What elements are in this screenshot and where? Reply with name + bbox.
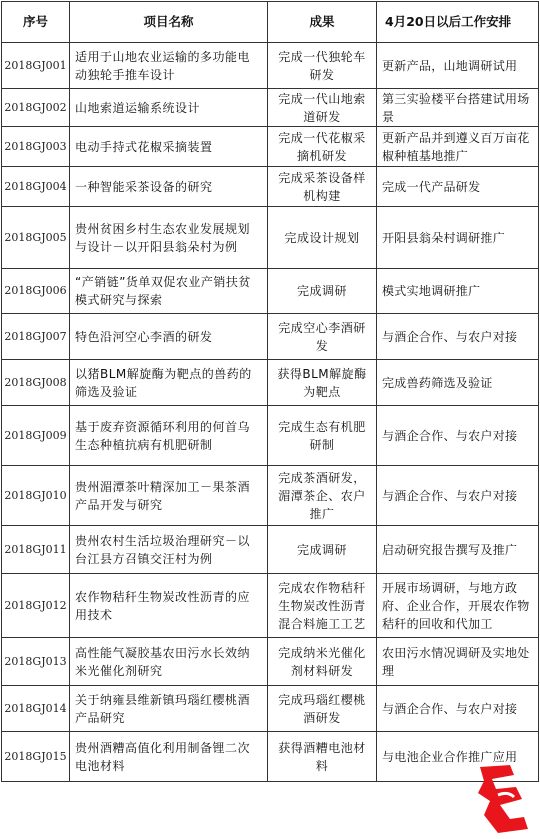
row-code: 2018GJ003 <box>2 127 70 167</box>
red-logo-icon <box>470 759 534 835</box>
table-row <box>2 89 539 127</box>
row-name: 关于纳雍县维新镇玛瑙红樱桃酒产品研究 <box>70 686 268 732</box>
table-row <box>2 269 539 314</box>
row-result: 完成一代山地索道研发 <box>268 89 377 127</box>
row-name: 基于废弃资源循环利用的何首乌生态种植抗病有机肥研制 <box>70 406 268 466</box>
row-plan: 与酒企合作、与农户对接 <box>377 314 539 360</box>
row-code: 2018GJ011 <box>2 526 70 574</box>
row-name: 一种智能采茶设备的研究 <box>70 167 268 207</box>
row-code: 2018GJ009 <box>2 406 70 466</box>
row-result: 完成茶酒研发，湄潭茶企、农户推广 <box>268 466 377 526</box>
row-name: 高性能气凝胶基农田污水长效纳米光催化剂研究 <box>70 638 268 686</box>
row-result: 获得BLM解旋酶为靶点 <box>268 360 377 406</box>
row-code: 2018GJ012 <box>2 574 70 638</box>
row-code: 2018GJ002 <box>2 89 70 127</box>
header-plan: 4月20日以后工作安排 <box>377 2 539 43</box>
row-name: “产销链”货单双促农业产销扶贫模式研究与探索 <box>70 269 268 314</box>
table-row <box>2 360 539 406</box>
table-row <box>2 686 539 732</box>
row-name: 山地索道运输系统设计 <box>70 89 268 127</box>
row-plan: 完成兽药筛选及验证 <box>377 360 539 406</box>
row-result: 完成采茶设备样机构建 <box>268 167 377 207</box>
row-plan: 农田污水情况调研及实地处理 <box>377 638 539 686</box>
row-result: 完成农作物秸秆生物炭改性沥青混合料施工工艺 <box>268 574 377 638</box>
row-name: 贵州酒糟高值化利用制备锂二次电池材料 <box>70 732 268 782</box>
row-name: 农作物秸秆生物炭改性沥青的应用技术 <box>70 574 268 638</box>
row-code: 2018GJ006 <box>2 269 70 314</box>
row-result: 完成调研 <box>268 526 377 574</box>
row-plan: 与电池企业合作推广应用 <box>377 732 539 782</box>
row-result: 完成设计规划 <box>268 207 377 269</box>
row-code: 2018GJ001 <box>2 43 70 89</box>
table-row <box>2 466 539 526</box>
table-row <box>2 732 539 782</box>
row-plan: 第三实验楼平台搭建试用场景 <box>377 89 539 127</box>
row-result: 完成调研 <box>268 269 377 314</box>
header-code: 序号 <box>2 2 70 43</box>
row-name: 电动手持式花椒采摘装置 <box>70 127 268 167</box>
row-plan: 更新产品并到遵义百万亩花椒种植基地推广 <box>377 127 539 167</box>
row-name: 贵州贫困乡村生态农业发展规划与设计－以开阳县翁朵村为例 <box>70 207 268 269</box>
table-row <box>2 638 539 686</box>
header-row <box>2 2 539 43</box>
header-result: 成果 <box>268 2 377 43</box>
row-code: 2018GJ008 <box>2 360 70 406</box>
table-body <box>2 43 539 782</box>
table-row <box>2 574 539 638</box>
table-row <box>2 406 539 466</box>
table-row <box>2 207 539 269</box>
row-code: 2018GJ005 <box>2 207 70 269</box>
row-code: 2018GJ007 <box>2 314 70 360</box>
row-plan: 与酒企合作、与农户对接 <box>377 406 539 466</box>
row-plan: 与酒企合作、与农户对接 <box>377 466 539 526</box>
row-code: 2018GJ015 <box>2 732 70 782</box>
row-plan: 开阳县翁朵村调研推广 <box>377 207 539 269</box>
row-result: 完成空心李酒研发 <box>268 314 377 360</box>
row-name: 贵州湄潭茶叶精深加工－果茶酒产品开发与研究 <box>70 466 268 526</box>
table-row <box>2 43 539 89</box>
row-result: 完成一代花椒采摘机研发 <box>268 127 377 167</box>
row-result: 完成一代独轮车研发 <box>268 43 377 89</box>
row-plan: 启动研究报告撰写及推广 <box>377 526 539 574</box>
table-row <box>2 167 539 207</box>
row-code: 2018GJ004 <box>2 167 70 207</box>
header-name: 项目名称 <box>70 2 268 43</box>
row-plan: 与酒企合作、与农户对接 <box>377 686 539 732</box>
row-name: 以猪BLM解旋酶为靶点的兽药的筛选及验证 <box>70 360 268 406</box>
row-plan: 更新产品，山地调研试用 <box>377 43 539 89</box>
table-row <box>2 314 539 360</box>
row-name: 适用于山地农业运输的多功能电动独轮手推车设计 <box>70 43 268 89</box>
row-result: 完成玛瑙红樱桃酒研发 <box>268 686 377 732</box>
row-plan: 开展市场调研，与地方政府、企业合作，开展农作物秸秆的回收和代加工 <box>377 574 539 638</box>
row-name: 贵州农村生活垃圾治理研究－以台江县方召镇交汪村为例 <box>70 526 268 574</box>
row-code: 2018GJ013 <box>2 638 70 686</box>
project-table <box>1 1 539 782</box>
row-name: 特色沿河空心李酒的研发 <box>70 314 268 360</box>
table-row <box>2 127 539 167</box>
row-plan: 完成一代产品研发 <box>377 167 539 207</box>
row-result: 完成生态有机肥研制 <box>268 406 377 466</box>
row-plan: 模式实地调研推广 <box>377 269 539 314</box>
table-row <box>2 526 539 574</box>
row-result: 获得酒糟电池材料 <box>268 732 377 782</box>
row-result: 完成纳米光催化剂材料研发 <box>268 638 377 686</box>
row-code: 2018GJ010 <box>2 466 70 526</box>
row-code: 2018GJ014 <box>2 686 70 732</box>
